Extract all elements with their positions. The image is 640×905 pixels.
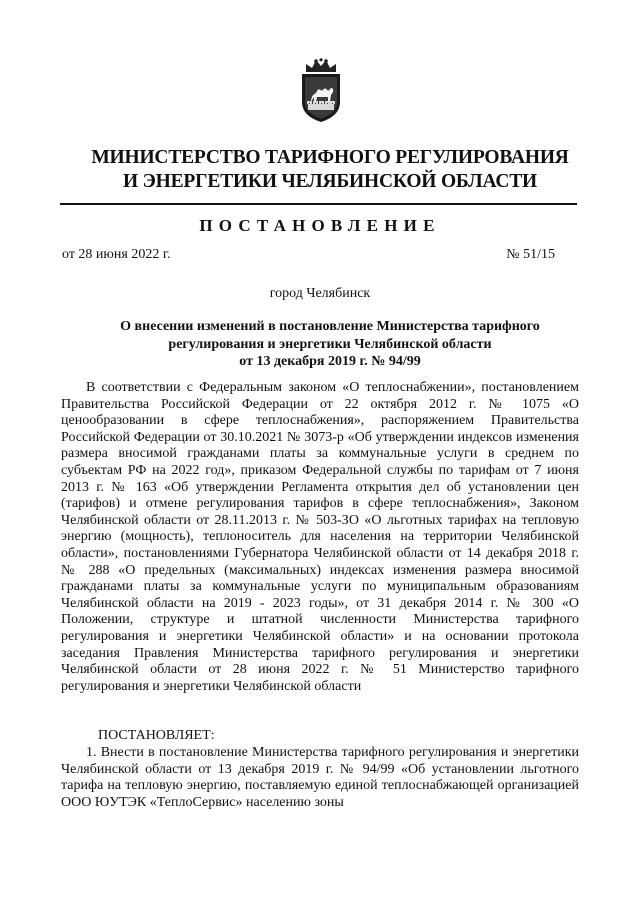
subject-line1: О внесении изменений в постановление Министерства тарифного — [120, 319, 540, 334]
document-type: ПОСТАНОВЛЕНИЕ — [199, 216, 441, 235]
document-subject — [90, 318, 570, 371]
document-date: от 28 июня 2022 г. — [62, 247, 171, 262]
ministry-title-line1: МИНИСТЕРСТВО ТАРИФНОГО РЕГУЛИРОВАНИЯ — [91, 147, 569, 168]
coat-of-arms-icon — [297, 58, 345, 124]
preamble-paragraph: В соответствии с Федеральным законом «О теплоснабжении», постановлением Правительства Российской Федерации от 22 октября 2012 г. № 1075 «О ценообразовании в сфере теплоснабжения», распоряжением Правительства Российской Федерации от 30.10.2021 № 3073-р «Об утверждении индексов изменения размера вносимой гражданами платы за коммунальные услуги в среднем по субъектам РФ на 2022 год», приказом Федеральной службы по тарифам от 7 июня 2013 г. № 163 «Об утверждении Регламента открытия дел об установлении цен (тарифов) и отмене регулирования тарифов в сфере теплоснабжения», Законом Челябинской области от 28.11.2013 г. № 503-ЗО «О льготных тарифах на тепловую энергию (мощность), теплоноситель для населения на территории Челябинской области», постановлениями Губернатора Челябинской области от 14 декабря 2018 г. № 288 «О предельных (максимальных) индексах изменения размера вносимой гражданами платы за коммунальные услуги по муниципальным образованиям Челябинской области на 2019 - 2023 годы», от 31 декабря 2014 г. № 300 «О Положении, структуре и штатной численности Министерства тарифного регулирования и энергетики Челябинской области» и на основании протокола заседания Правления Министерства тарифного регулирования и энергетики Челябинской области от 28 июня 2022 г. № 51 Министерство тарифного регулирования и энергетики Челябинской области — [61, 380, 579, 694]
header-divider — [60, 203, 577, 205]
document-city: город Челябинск — [269, 286, 371, 301]
clause-1-paragraph: 1. Внести в постановление Министерства тарифного регулирования и энергетики Челябинской области от 13 декабря 2019 г. № 94/99 «Об установлении льготного тарифа на тепловую энергию, поставляемую единой теплоснабжающей организацией ООО ЮУТЭК «ТеплоСервис» населению зоны — [61, 745, 579, 810]
subject-line3: от 13 декабря 2019 г. № 94/99 — [239, 354, 421, 369]
subject-line2: регулирования и энергетики Челябинской области — [168, 336, 492, 352]
decree-heading: ПОСТАНОВЛЯЕТ: — [98, 728, 215, 743]
ministry-title — [60, 146, 600, 194]
document-number: № 51/15 — [506, 247, 555, 262]
ministry-title-line2: И ЭНЕРГЕТИКИ ЧЕЛЯБИНСКОЙ ОБЛАСТИ — [122, 171, 538, 192]
